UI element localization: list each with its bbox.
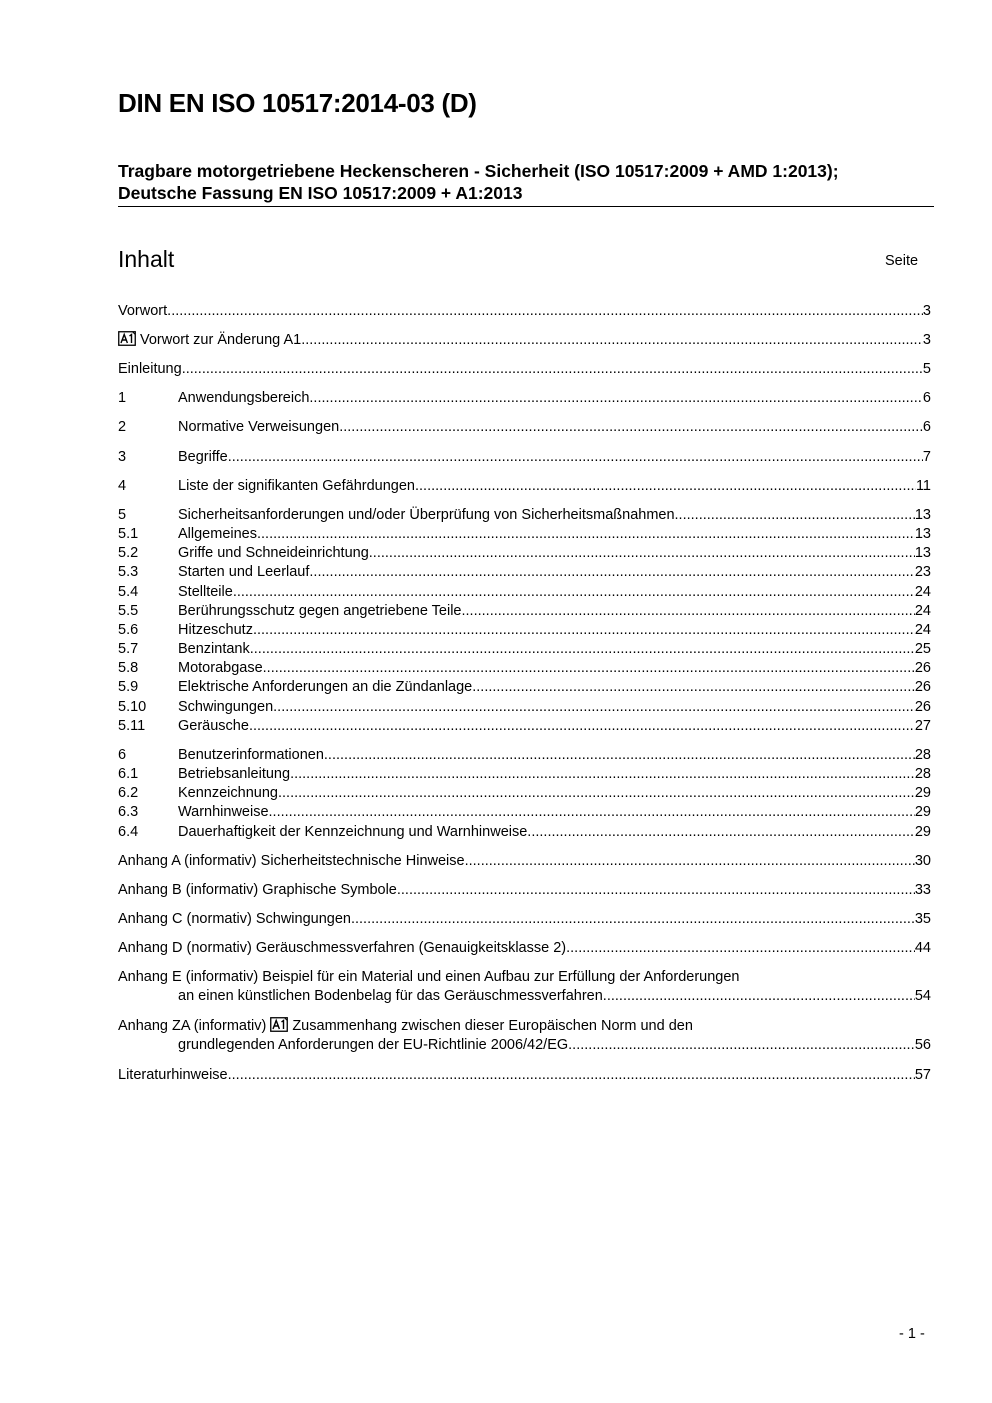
toc-entry-page: 13 [914, 526, 931, 542]
toc-entry-number: 4 [118, 478, 127, 494]
dot-leader [250, 640, 915, 659]
dot-leader [675, 506, 915, 525]
annex-title-text: Graphische Symbole [262, 882, 397, 898]
toc-entry-title-text: Vorwort zur Änderung A1 [140, 332, 302, 348]
dot-leader [257, 525, 915, 544]
toc-entry[interactable] [118, 602, 931, 621]
toc-annex-entry[interactable] [118, 910, 931, 929]
toc-entry-title [178, 717, 249, 736]
toc-entry-number: 6.1 [118, 766, 139, 782]
dot-leader [278, 784, 915, 803]
annex-kind: (informativ) [185, 882, 259, 898]
toc-entry-page: 24 [914, 622, 931, 638]
dot-leader [290, 765, 915, 784]
toc-entry-page: 11 [915, 478, 931, 494]
toc-entry[interactable] [118, 389, 931, 408]
toc-entry-page: 25 [914, 641, 931, 657]
annex-label [118, 939, 256, 958]
toc-entry-page: 35 [914, 911, 931, 927]
toc-entry[interactable] [118, 678, 931, 697]
annex-label-text: Anhang C [118, 911, 183, 927]
toc-entry-page: 54 [914, 988, 931, 1004]
dot-leader [253, 621, 915, 640]
toc-entry-title-text: Betriebsanleitung [178, 766, 291, 782]
dot-leader [397, 881, 915, 900]
toc-entry-number: 2 [118, 419, 127, 435]
dot-leader [339, 418, 923, 437]
annex-title [270, 1017, 693, 1036]
dot-leader [568, 1036, 915, 1055]
toc-entry-title [178, 544, 369, 563]
dot-leader [273, 698, 915, 717]
toc-entry[interactable] [118, 640, 931, 659]
annex-label [118, 910, 256, 929]
dot-leader [249, 717, 915, 736]
footer-page-number: - 1 - [899, 1326, 925, 1342]
toc-entry-title [178, 477, 415, 496]
toc-entry-page: 24 [914, 584, 931, 600]
toc-entry-number: 5.6 [118, 622, 139, 638]
annex-kind: (informativ) [185, 969, 259, 985]
toc-entry-title-text: Geräusche [178, 718, 249, 734]
dot-leader [462, 602, 915, 621]
toc-entry-title-text: Elektrische Anforderungen an die Zündanlage [178, 679, 473, 695]
toc-entry[interactable] [118, 477, 931, 496]
toc-entry-title [178, 678, 472, 697]
toc-entry[interactable] [118, 803, 931, 822]
toc-entry[interactable] [118, 621, 931, 640]
annex-title-text: Schwingungen [255, 911, 351, 927]
toc-entry-page: 23 [914, 564, 931, 580]
dot-leader [269, 803, 915, 822]
toc-entry-page: 26 [914, 679, 931, 695]
toc-entry-title-text: Stellteile [178, 584, 233, 600]
amendment-a1-marker-icon [118, 331, 136, 346]
toc-entry-number: 5.7 [118, 641, 139, 657]
dot-leader [324, 746, 915, 765]
toc-entry-page: 29 [914, 785, 931, 801]
toc-entry[interactable] [118, 765, 931, 784]
toc-entry-title-text: Allgemeines [178, 526, 257, 542]
toc-entry-page: 26 [914, 660, 931, 676]
toc-entry-title [118, 331, 301, 350]
toc-entry[interactable] [118, 418, 931, 437]
toc-entry-number: 6.4 [118, 824, 139, 840]
toc-entry-number: 3 [118, 449, 127, 465]
toc-entry-number: 5.9 [118, 679, 139, 695]
toc-entry-title [178, 746, 324, 765]
annex-kind: (normativ) [186, 940, 252, 956]
dot-leader [301, 331, 923, 350]
dot-leader [309, 563, 914, 582]
toc-entry-title [178, 448, 228, 467]
dot-leader [465, 852, 915, 871]
toc-entry-title [118, 360, 182, 379]
toc-entry-title [178, 640, 250, 659]
dot-leader [472, 678, 915, 697]
toc-entry[interactable] [118, 563, 931, 582]
annex-label-text: Anhang E [118, 969, 182, 985]
amendment-a1-marker-icon [270, 1017, 288, 1032]
title-divider [118, 206, 934, 207]
annex-kind: (informativ) [184, 853, 257, 869]
toc-entry-number: 5.3 [118, 564, 139, 580]
toc-entry-page: 28 [914, 766, 931, 782]
toc-entry-title: Literaturhinweise [118, 1067, 228, 1083]
page-column-label: Seite [885, 253, 919, 269]
annex-title-text: Beispiel für ein Material und einen Aufbau zur Erfüllung der Anforderungen [262, 969, 740, 985]
annex-label-text: Anhang B [118, 882, 182, 898]
dot-leader [309, 389, 923, 408]
annex-label [118, 1017, 270, 1036]
toc-entry[interactable] [118, 544, 931, 563]
toc-annex-entry[interactable] [118, 968, 931, 1006]
toc-entry-title-text: Berührungsschutz gegen angetriebene Teile [178, 603, 462, 619]
toc-entry-number: 6.3 [118, 804, 139, 820]
annex-title [262, 881, 397, 900]
toc-entry-page: 13 [914, 545, 931, 561]
toc-annex-entry[interactable] [118, 881, 931, 900]
annex-label [118, 968, 262, 987]
toc-entry-title-text: Griffe und Schneideinrichtung [178, 545, 369, 561]
toc-entry-page: 3 [922, 332, 931, 348]
toc-entry-title [178, 563, 309, 582]
toc-entry-title-text: Warnhinweise [178, 804, 269, 820]
toc-entry-title [178, 525, 257, 544]
annex-label-text: Anhang ZA [118, 1018, 190, 1034]
toc-entry-title-text: Schwingungen [178, 699, 274, 715]
dot-leader [566, 939, 915, 958]
toc-entry-title [178, 389, 309, 408]
toc-entry[interactable] [118, 302, 931, 321]
toc-entry[interactable] [118, 331, 931, 350]
toc-entry-title-text: Benzintank [178, 641, 250, 657]
toc-annex-entry[interactable] [118, 939, 931, 958]
toc-entry-title-text: Normative Verweisungen [178, 419, 340, 435]
dot-leader [182, 360, 923, 379]
toc-entry-page: 5 [922, 361, 931, 377]
toc-entry-page: 3 [922, 303, 931, 319]
dot-leader [369, 544, 915, 563]
toc-entry-number: 6 [118, 747, 127, 763]
annex-label-text: Anhang A [118, 853, 181, 869]
toc-entry-title [178, 784, 278, 803]
toc-entry-title-text: Dauerhaftigkeit der Kennzeichnung und Warnhinweise [178, 824, 528, 840]
annex-title-text: Geräuschmessverfahren (Genauigkeitsklasse 2) [255, 940, 567, 956]
toc-entry-title [178, 823, 527, 842]
dot-leader [233, 583, 915, 602]
toc-entry[interactable] [118, 717, 931, 736]
annex-title-continuation: an einen künstlichen Bodenbelag für das Geräuschmessverfahren [178, 988, 603, 1004]
annex-title-text: Zusammenhang zwischen dieser Europäischen Norm und den [292, 1018, 693, 1034]
annex-label [118, 852, 261, 871]
document-subtitle: Tragbare motorgetriebene Heckenscheren - Sicherheit (ISO 10517:2009 + AMD 1:2013); Deutsche Fassung EN ISO 10517:2009 + A1:2013 [118, 161, 839, 203]
annex-title-continuation: grundlegenden Anforderungen der EU-Richtlinie 2006/42/EG [178, 1037, 569, 1053]
annex-kind: (informativ) [193, 1018, 267, 1034]
toc-heading: Inhalt [118, 246, 175, 272]
toc-entry[interactable] [118, 698, 931, 717]
toc-entry[interactable] [118, 525, 931, 544]
toc-annex-entry[interactable] [118, 1017, 931, 1055]
toc-entry-title [178, 621, 253, 640]
toc-entry[interactable] [118, 583, 931, 602]
toc-entry-title [178, 506, 675, 525]
toc-entry-title-text: Benutzerinformationen [178, 747, 324, 763]
toc-entry-title-text: Liste der signifikanten Gefährdungen [178, 478, 415, 494]
toc-entry-title-text: Anwendungsbereich [178, 390, 310, 406]
toc-entry-page: 6 [922, 419, 931, 435]
toc-entry-number: 5.10 [118, 699, 147, 715]
annex-title [256, 939, 566, 958]
toc-entry-title [178, 583, 233, 602]
toc-entry-title-text: Starten und Leerlauf [178, 564, 310, 580]
dot-leader [527, 823, 915, 842]
toc-entry-number: 5.8 [118, 660, 139, 676]
toc-entry-page: 30 [914, 853, 931, 869]
toc-entry-title [178, 803, 269, 822]
toc-entry-title-text: Motorabgase [178, 660, 263, 676]
toc-entry-title-text: Hitzeschutz [178, 622, 253, 638]
annex-title [256, 910, 351, 929]
dot-leader [263, 659, 915, 678]
toc-entry-page: 56 [914, 1037, 931, 1053]
toc-entry[interactable] [118, 823, 931, 842]
dot-leader [351, 910, 915, 929]
annex-title [261, 852, 465, 871]
toc-entry-title-text: Einleitung [118, 361, 182, 377]
toc-entry-title-text: Begriffe [178, 449, 228, 465]
toc-entry-page: 29 [914, 804, 931, 820]
toc-entry-page: 7 [922, 449, 931, 465]
annex-title [262, 968, 739, 987]
toc-entry-title [178, 765, 290, 784]
annex-label [118, 881, 262, 900]
toc-entry-number: 5.11 [118, 718, 146, 734]
dot-leader [228, 1066, 915, 1085]
document-title: DIN EN ISO 10517:2014-03 (D) [118, 88, 477, 118]
toc-entry-literaturhinweise[interactable] [118, 1066, 931, 1085]
dot-leader [167, 302, 923, 321]
toc-entry[interactable] [118, 506, 931, 525]
toc-entry-number: 1 [118, 390, 127, 406]
annex-label-text: Anhang D [118, 940, 183, 956]
toc-entry[interactable] [118, 360, 931, 379]
toc-annex-entry[interactable] [118, 852, 931, 871]
toc-entry-page: 6 [922, 390, 931, 406]
toc-entry-number: 5.5 [118, 603, 139, 619]
toc-entry-number: 6.2 [118, 785, 139, 801]
dot-leader [603, 987, 915, 1006]
toc-entry-title [178, 602, 462, 621]
toc-entry-title [178, 659, 263, 678]
toc-entry-title [178, 418, 339, 437]
toc-entry-title [118, 302, 167, 321]
toc-entry-number: 5.4 [118, 584, 139, 600]
toc-entry-number: 5.2 [118, 545, 139, 561]
toc-entry-page: 28 [914, 747, 931, 763]
toc-entry-page: 44 [914, 940, 931, 956]
toc-entry-page: 24 [914, 603, 931, 619]
toc-entry-number: 5.1 [118, 526, 139, 542]
toc-entry[interactable] [118, 784, 931, 803]
toc-entry-page: 27 [914, 718, 931, 734]
dot-leader [415, 477, 916, 496]
toc-entry-page: 33 [914, 882, 931, 898]
toc-entry-number: 5 [118, 507, 127, 523]
toc-entry-title-text: Kennzeichnung [178, 785, 278, 801]
dot-leader [228, 448, 923, 467]
toc-entry[interactable] [118, 448, 931, 467]
toc-entry[interactable] [118, 659, 931, 678]
annex-kind: (normativ) [186, 911, 252, 927]
annex-title-text: Sicherheitstechnische Hinweise [260, 853, 465, 869]
toc-entry-title-text: Vorwort [118, 303, 168, 319]
toc-entry-title-text: Sicherheitsanforderungen und/oder Überprüfung von Sicherheitsmaßnahmen [178, 507, 675, 523]
toc-entry-title [178, 698, 273, 717]
toc-entry-page: 26 [914, 699, 931, 715]
toc-entry[interactable] [118, 746, 931, 765]
toc-entry-page: 57 [914, 1067, 931, 1083]
toc-entry-page: 13 [914, 507, 931, 523]
toc-entry-page: 29 [914, 824, 931, 840]
